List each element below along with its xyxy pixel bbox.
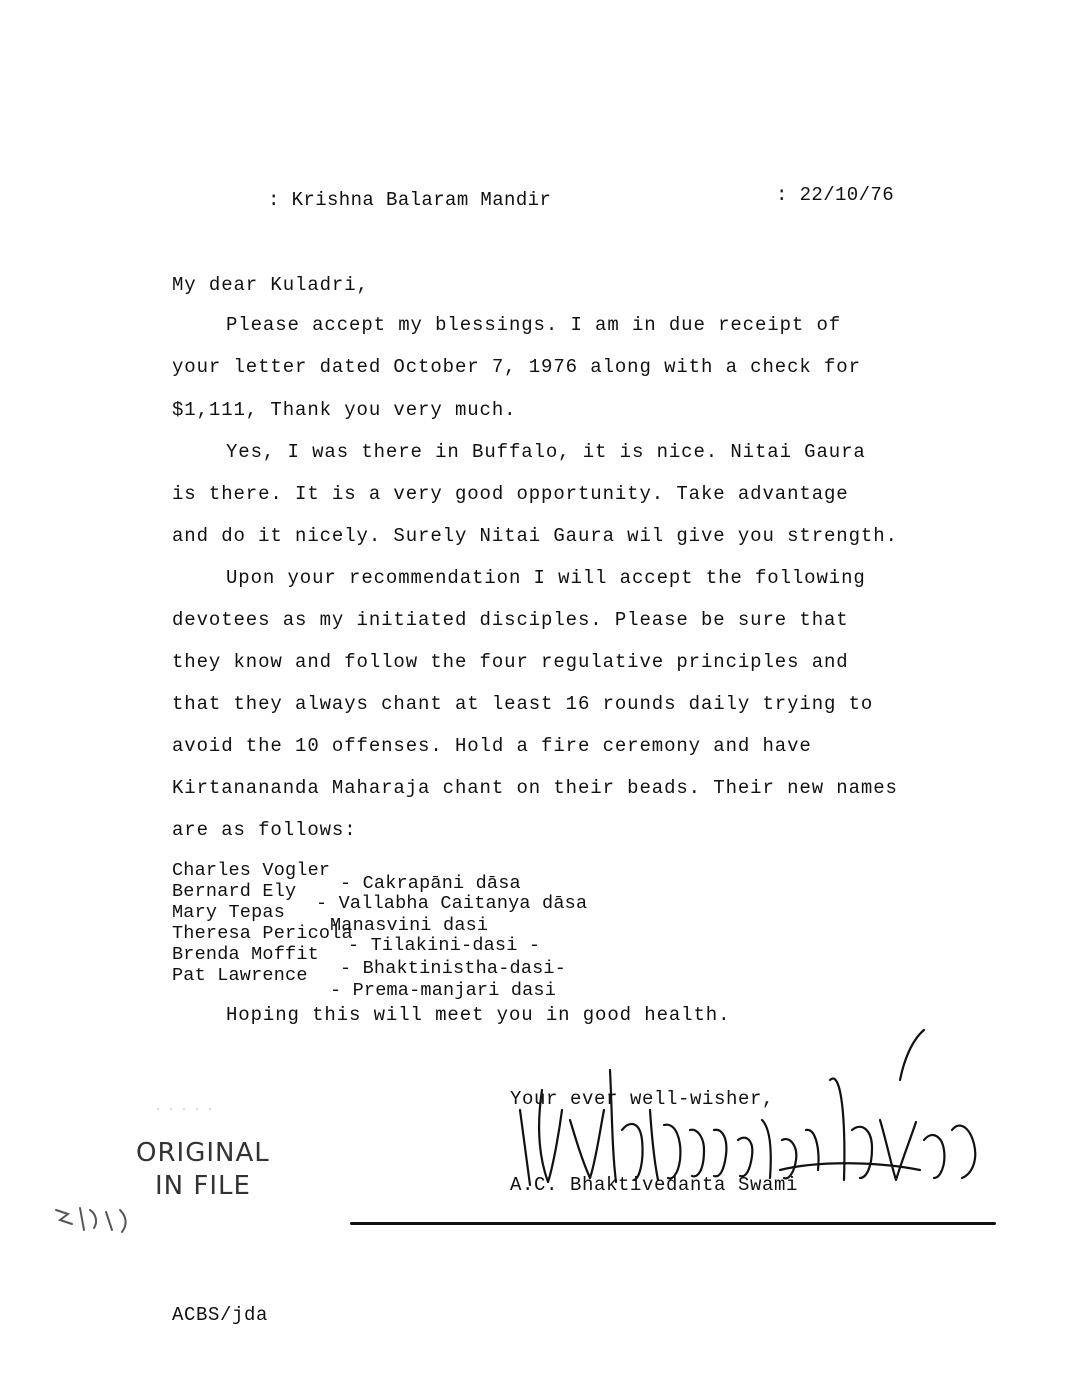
devotee-name: Bernard Ely: [172, 881, 297, 902]
body-line: $1,111, Thank you very much.: [172, 399, 517, 421]
initiated-name: - Prema-manjari dasi: [330, 980, 557, 1001]
devotee-name: Pat Lawrence: [172, 965, 308, 986]
body-line: Upon your recommendation I will accept the following: [226, 567, 866, 589]
reference-initials: ACBS/jda: [172, 1304, 269, 1326]
closing-line: Hoping this will meet you in good health.: [226, 1004, 731, 1026]
body-line: that they always chant at least 16 rounds daily trying to: [172, 693, 874, 715]
body-line: they know and follow the four regulative principles and: [172, 651, 849, 673]
body-line: is there. It is a very good opportunity. Take advantage: [172, 483, 849, 505]
body-line: Yes, I was there in Buffalo, it is nice. Nitai Gaura: [226, 441, 866, 463]
body-line: Please accept my blessings. I am in due receipt of: [226, 314, 842, 336]
stamp-faint-text: · · · · ·: [156, 1102, 215, 1118]
margin-scribble: [50, 1200, 140, 1240]
devotee-name: Mary Tepas: [172, 902, 286, 923]
header-date: : 22/10/76: [776, 184, 895, 206]
body-line: Kirtanananda Maharaja chant on their beads. Their new names: [172, 777, 898, 799]
header-location: : Krishna Balaram Mandir: [268, 189, 552, 211]
initiated-name: Manasvini dasi: [330, 915, 489, 936]
initiated-name: - Bhaktinistha-dasi-: [340, 958, 567, 979]
stamp-in-file: IN FILE: [155, 1171, 251, 1201]
valediction: Your ever well-wisher,: [510, 1088, 775, 1110]
devotee-name: Theresa Pericola: [172, 923, 353, 944]
salutation: My dear Kuladri,: [172, 274, 369, 296]
stamp-original: ORIGINAL: [136, 1138, 270, 1168]
signatory-name: A.C. Bhaktivedanta Swami: [510, 1174, 799, 1196]
initiated-name: - Vallabha Caitanya dāsa: [316, 893, 588, 914]
body-line: and do it nicely. Surely Nitai Gaura wil give you strength.: [172, 525, 898, 547]
initiated-name: - Tilakini-dasi -: [348, 935, 541, 956]
initiated-name: - Cakrapāni dāsa: [340, 873, 521, 894]
devotee-name: Charles Vogler: [172, 860, 331, 881]
devotee-name: Brenda Moffit: [172, 944, 319, 965]
handwritten-signature: [500, 1010, 980, 1210]
body-line: devotees as my initiated disciples. Please be sure that: [172, 609, 849, 631]
body-line: your letter dated October 7, 1976 along with a check for: [172, 356, 861, 378]
body-line: avoid the 10 offenses. Hold a fire ceremony and have: [172, 735, 812, 757]
signature-rule: [350, 1222, 996, 1225]
body-line: are as follows:: [172, 819, 357, 841]
